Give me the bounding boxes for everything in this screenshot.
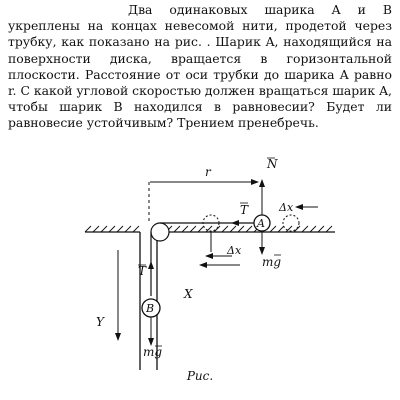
figure-caption: Рис. — [186, 369, 214, 383]
ball-a-displaced-right — [283, 215, 299, 231]
surface-hatching — [85, 226, 332, 232]
label-x: X — [184, 287, 193, 301]
label-t-left: T — [138, 264, 147, 278]
label-b: B — [146, 302, 155, 315]
label-mg-a: mg — [262, 255, 282, 269]
label-t-top: T — [240, 203, 249, 217]
pulley — [151, 223, 169, 241]
label-mg-b: mg — [143, 345, 163, 359]
label-dx-left: Δx — [227, 244, 242, 257]
label-y: Y — [96, 315, 104, 329]
label-dx-right: Δx — [279, 201, 294, 214]
problem-statement: Два одинаковых шарика A и B укреплены на концах невесомой нити, продетой через трубку, как показано на рис. . Шарик A, находящийся на поверхности диска, вращается в горизонтальной плоскости. Расстояние от оси трубки до шарика A равно r. С какой угловой скоростью должен вращаться шарик A, чтобы шарик B находился в равновесии? Будет ли равновесие устойчивым? Трением пренебречь. — [8, 2, 392, 131]
label-a: A — [257, 217, 265, 230]
label-n: N — [267, 157, 278, 171]
label-r: r — [205, 165, 211, 179]
